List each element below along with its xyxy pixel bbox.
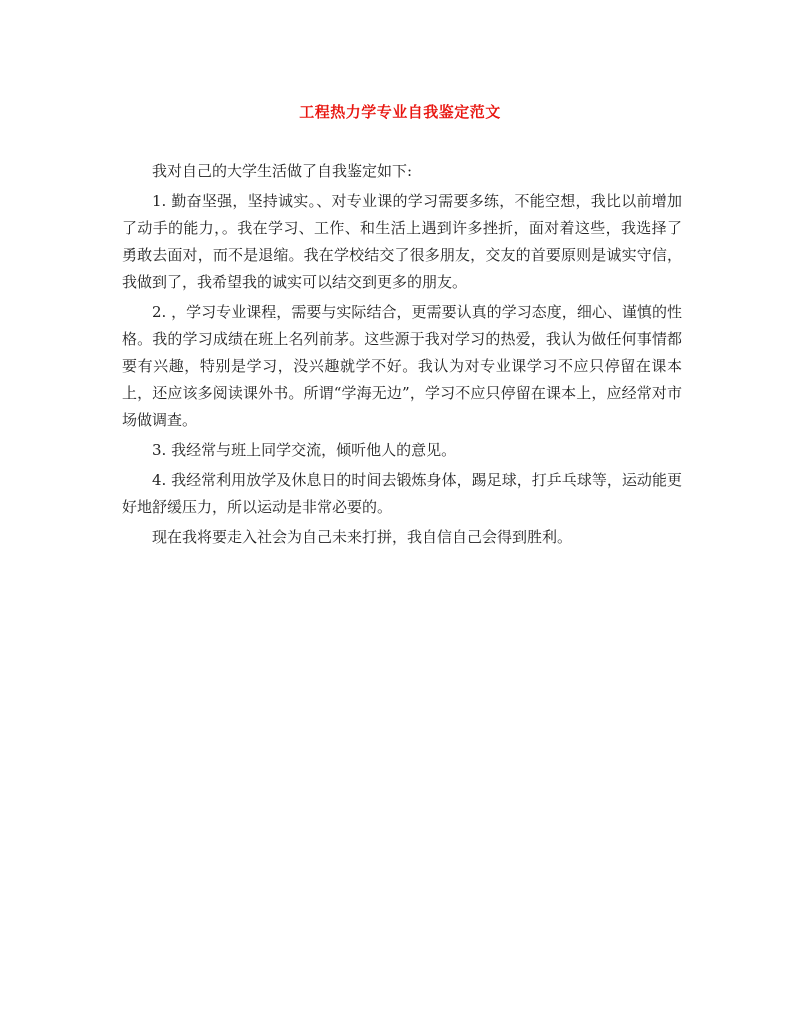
paragraph-point-4: 4. 我经常利用放学及休息日的时间去锻炼身体，踢足球，打乒乓球等，运动能更好地舒缓压力，所以运动是非常必要的。: [122, 471, 682, 516]
paragraph-conclusion: 现在我将要走入社会为自己未来打拼，我自信自己会得到胜利。: [152, 528, 573, 546]
paragraph-point-1: 1. 勤奋坚强，坚持诚实。、对专业课的学习需要多练，不能空想，我比以前增加了动手的能力，。我在学习、工作、和生活上遇到许多挫折，面对着这些，我选择了勇敢去面对，而不是退缩。我在学校结交了很多朋友，交友的首要原则是诚实守信，我做到了，我希望我的诚实可以结交到更多的朋友。: [122, 192, 682, 291]
paragraph-intro: 我对自己的大学生活做了自我鉴定如下:: [152, 162, 413, 180]
paragraph-point-3: 3. 我经常与班上同学交流，倾听他人的意见。: [152, 441, 457, 459]
document-title: 工程热力学专业自我鉴定范文: [299, 103, 501, 121]
document-body: [122, 158, 682, 554]
paragraph-point-2: 2. ，学习专业课程，需要与实际结合，更需要认真的学习态度，细心、谨慎的性格。我的学习成绩在班上名列前茅。这些源于我对学习的热爱，我认为做任何事情都要有兴趣，特别是学习，没兴趣就学不好。我认为对专业课学习不应只停留在课本上，还应该多阅读课外书。所谓“学海无边”，学习不应只停留在课本上，应经常对市场做调查。: [122, 303, 682, 429]
